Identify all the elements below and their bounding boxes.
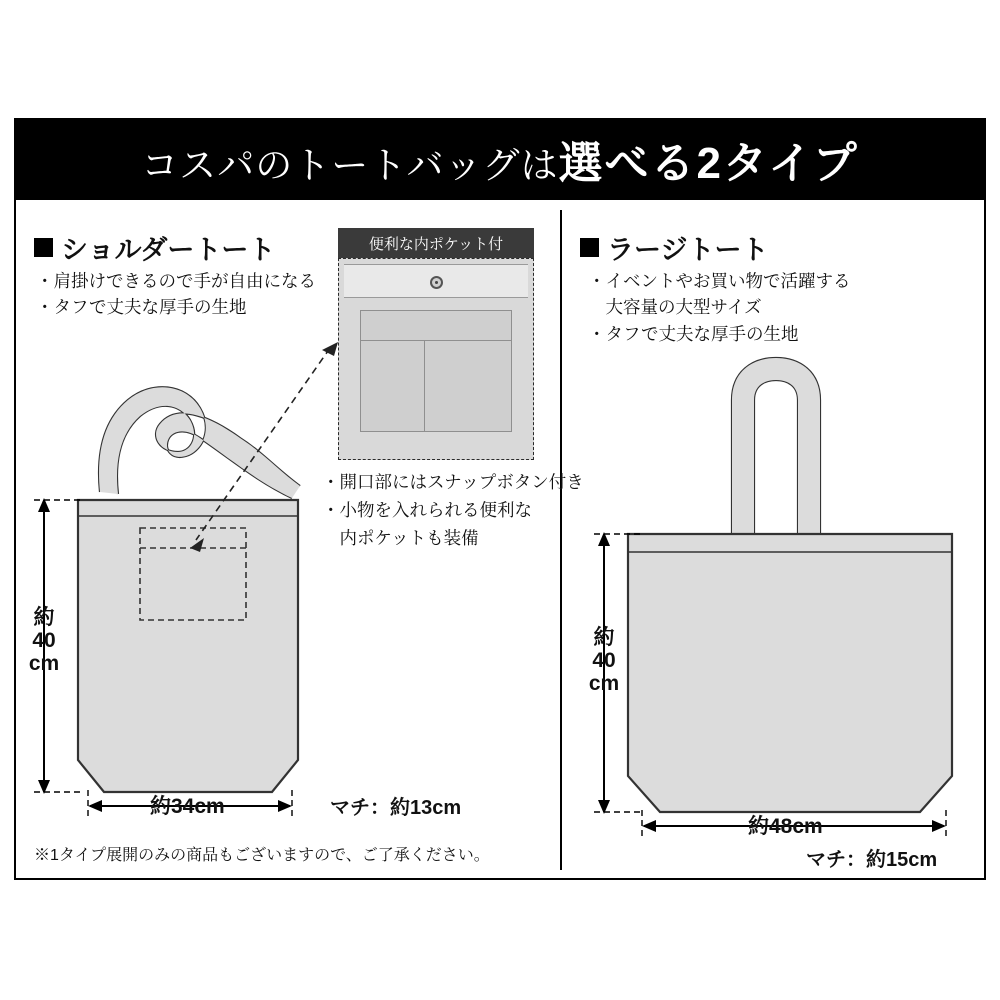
- right-height-label: [586, 626, 622, 695]
- large-handle-left-inner: [754, 380, 798, 534]
- right-gusset-label: マチ：約15cm: [806, 849, 938, 871]
- pocket-callout-line-1: ・開口部にはスナップボタン付き: [322, 472, 584, 492]
- right-height-label-line1: 約: [593, 626, 615, 649]
- right-height-label-line2: 40: [592, 649, 616, 673]
- header-title-normal: コスパのトートバッグは: [141, 145, 559, 186]
- right-bullet-2: 大容量の大型サイズ: [588, 297, 762, 318]
- right-width-label: 約48cm: [748, 815, 823, 838]
- left-height-label-line2: 40: [32, 629, 56, 653]
- inner-pocket-panel-header: 便利な内ポケット付: [338, 228, 534, 258]
- left-bullet-1: ・肩掛けできるので手が自由になる: [36, 271, 316, 291]
- large-handle-fill: [732, 358, 820, 534]
- left-bullet-2: ・タフで丈夫な厚手の生地: [36, 297, 247, 318]
- right-section-title-text: ラージトート: [607, 235, 769, 265]
- right-width-arrow-right: [932, 820, 946, 832]
- large-bag-body: [628, 534, 952, 812]
- right-height-label-line3: cm: [588, 672, 620, 696]
- left-height-label-line1: 約: [33, 606, 55, 629]
- left-width-label: 約34cm: [150, 795, 225, 818]
- right-bullet-3: ・タフで丈夫な厚手の生地: [588, 323, 799, 344]
- header-title-strong: 選べる2タイプ: [558, 139, 859, 188]
- left-gusset-label: マチ：約13cm: [330, 797, 462, 819]
- left-height-label-line3: cm: [28, 652, 60, 676]
- right-width-arrow-left: [642, 820, 656, 832]
- footer-note: ※1タイプ展開のみの商品もございますので、ご了承ください。: [34, 847, 490, 864]
- right-bullet-1: ・イベントやお買い物で活躍する: [588, 271, 851, 291]
- pocket-callout-line-2: ・小物を入れられる便利な: [322, 500, 532, 520]
- left-section-title-text: ショルダートート: [61, 235, 276, 265]
- pocket-callout-line-3: 内ポケットも装備: [322, 528, 479, 548]
